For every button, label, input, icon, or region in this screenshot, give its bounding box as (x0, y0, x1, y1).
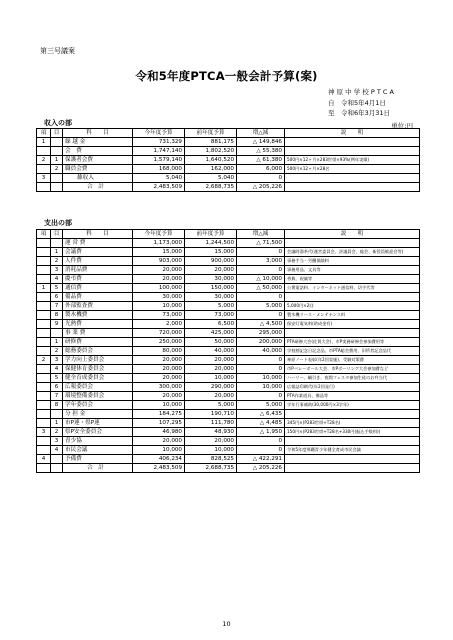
current-budget-cell: 2,483,509 (133, 464, 185, 473)
table-row (37, 464, 420, 473)
diff-cell: △ 4,485 (237, 419, 285, 428)
description-cell: 事務用品、文具等 (285, 266, 420, 275)
table-row (37, 174, 420, 183)
diff-cell: △ 61,380 (237, 156, 285, 165)
kou-cell (37, 392, 51, 401)
kamoku-cell: 合 計 (63, 464, 133, 473)
kou-cell: 1 (37, 138, 51, 147)
diff-cell: △ 4,500 (237, 320, 285, 329)
table-row (37, 455, 420, 464)
kou-cell (37, 401, 51, 410)
moku-cell: 2 (51, 428, 63, 437)
moku-cell: 1 (51, 248, 63, 257)
moku-cell: 9 (51, 320, 63, 329)
kou-cell (37, 437, 51, 446)
period-end: 至 令和6年3月31日 (328, 109, 391, 117)
diff-cell: △ 55,380 (237, 147, 285, 156)
diff-cell: 200,000 (237, 338, 285, 347)
previous-budget-cell: 1,640,520 (185, 156, 237, 165)
current-budget-cell: 20,000 (133, 275, 185, 284)
diff-cell: 0 (237, 174, 285, 183)
moku-cell: 2 (51, 257, 63, 266)
table-row (37, 266, 420, 275)
kamoku-cell: 環境整備委員会 (63, 392, 133, 401)
header-diff: 増△減 (237, 230, 285, 239)
current-budget-cell: 10,000 (133, 302, 185, 311)
current-budget-cell: 80,000 (133, 347, 185, 356)
current-budget-cell: 46,980 (133, 428, 185, 437)
table-row (37, 401, 420, 410)
page-number: 10 (222, 620, 231, 628)
kamoku-cell: 市P連・県P連 (63, 419, 133, 428)
diff-cell: 0 (237, 365, 285, 374)
diff-cell: △ 50,000 (237, 284, 285, 293)
moku-cell (51, 464, 63, 473)
kamoku-cell: 市民会議 (63, 446, 133, 455)
table-row (37, 183, 420, 192)
moku-cell: 4 (51, 365, 63, 374)
table-row (37, 320, 420, 329)
description-cell: 保安灯電気料(助成金有) (285, 320, 420, 329)
header-current-budget: 今年度予算 (133, 230, 185, 239)
current-budget-cell: 903,000 (133, 257, 185, 266)
description-cell: ハーリー、綱引き、夜間フェスタ参加生徒のお弁当代 (285, 374, 420, 383)
kamoku-cell: 事 業 費 (63, 329, 133, 338)
kou-cell (37, 374, 51, 383)
current-budget-cell: 20,000 (133, 392, 185, 401)
diff-cell: 6,000 (237, 165, 285, 174)
kou-cell (37, 383, 51, 392)
current-budget-cell: 5,040 (133, 174, 185, 183)
diff-cell: 40,000 (237, 347, 285, 356)
moku-cell: 1 (51, 419, 63, 428)
kamoku-cell: 職員会費 (63, 165, 133, 174)
moku-cell (51, 455, 63, 464)
description-cell: 公衆電話料、インターネット通信料、切手代等 (285, 284, 420, 293)
kou-cell (37, 464, 51, 473)
current-budget-cell: 250,000 (133, 338, 185, 347)
previous-budget-cell: 73,000 (185, 311, 237, 320)
previous-budget-cell: 50,000 (185, 338, 237, 347)
moku-cell: 8 (51, 311, 63, 320)
table-row (37, 329, 420, 338)
diff-cell: △ 1,950 (237, 428, 285, 437)
diff-cell: 5,000 (237, 302, 285, 311)
moku-cell: 2 (51, 347, 63, 356)
description-cell: 学年行事補助(30,000円×3学年) (285, 401, 420, 410)
moku-cell: 1 (51, 156, 63, 165)
kamoku-cell: 保健体育委員会 (63, 365, 133, 374)
kamoku-cell: 備品費 (63, 293, 133, 302)
previous-budget-cell: 20,000 (185, 365, 237, 374)
description-cell: 製氷機リース・メンテナンス料 (285, 311, 420, 320)
table-row (37, 419, 420, 428)
current-budget-cell: 1,173,000 (133, 239, 185, 248)
current-budget-cell: 2,000 (133, 320, 185, 329)
moku-cell: 7 (51, 302, 63, 311)
diff-cell: 0 (237, 356, 285, 365)
previous-budget-cell: 20,000 (185, 392, 237, 401)
kamoku-cell: 総務委員会 (63, 347, 133, 356)
income-heading: 収入の部 (44, 119, 72, 127)
header-kamoku: 科 目 (63, 230, 133, 239)
kou-cell (37, 275, 51, 284)
description-cell: 5,000円×2回 (285, 302, 420, 311)
kou-cell (37, 239, 51, 248)
kamoku-cell: 合 計 (63, 183, 133, 192)
kamoku-cell: 健全育成委員会 (63, 374, 133, 383)
kou-cell (37, 302, 51, 311)
description-cell: PTA研修大会(佐賀大会)、市P実務研修会参加費用等 (285, 338, 420, 347)
description-cell (285, 174, 420, 183)
description-cell: 345円×(P283世帯+T28名) (285, 419, 420, 428)
current-budget-cell: 184,275 (133, 410, 185, 419)
current-budget-cell: 300,000 (133, 383, 185, 392)
period-start: 自 令和5年4月1日 (328, 98, 386, 107)
current-budget-cell: 720,000 (133, 329, 185, 338)
kou-cell (37, 338, 51, 347)
previous-budget-cell: 40,000 (185, 347, 237, 356)
kamoku-cell: 消耗品費 (63, 266, 133, 275)
previous-budget-cell: 828,525 (185, 455, 237, 464)
kou-cell (37, 365, 51, 374)
header-previous-budget: 前年度予算 (185, 129, 237, 138)
moku-cell: 4 (51, 275, 63, 284)
previous-budget-cell: 150,000 (185, 284, 237, 293)
current-budget-cell: 100,000 (133, 284, 185, 293)
table-row (37, 239, 420, 248)
diff-cell: △ 205,226 (237, 464, 285, 473)
diff-cell: △ 205,226 (237, 183, 285, 192)
diff-cell: △ 71,500 (237, 239, 285, 248)
current-budget-cell: 20,000 (133, 266, 185, 275)
current-budget-cell: 15,000 (133, 248, 185, 257)
header-moku: 目 (51, 230, 63, 239)
moku-cell (51, 138, 63, 147)
table-row (37, 311, 420, 320)
header-description: 説 明 (285, 129, 420, 138)
previous-budget-cell: 30,000 (185, 293, 237, 302)
table-row (37, 347, 420, 356)
description-cell: 令和5年度那覇青少年健全育成市民会議 (285, 446, 420, 455)
diff-cell: 0 (237, 446, 285, 455)
previous-budget-cell: 15,000 (185, 248, 237, 257)
table-row (37, 165, 420, 174)
current-budget-cell: 406,234 (133, 455, 185, 464)
kou-cell (37, 410, 51, 419)
diff-cell: 3,000 (237, 257, 285, 266)
kou-cell: 3 (37, 174, 51, 183)
kou-cell (37, 165, 51, 174)
school-name: 神 原 中 学 校 P T C A (328, 88, 394, 96)
table-row (37, 383, 420, 392)
description-cell: 神原ノート表彰(年2回実施)、受験対策費 (285, 356, 420, 365)
moku-cell: 4 (51, 446, 63, 455)
description-cell (285, 329, 420, 338)
previous-budget-cell: 5,000 (185, 401, 237, 410)
moku-cell (51, 329, 63, 338)
previous-budget-cell: 190,710 (185, 410, 237, 419)
description-cell: PTA作業道具、備品等 (285, 392, 420, 401)
moku-cell (51, 410, 63, 419)
kamoku-cell: 繰 越 金 (63, 138, 133, 147)
header-diff: 増△減 (237, 129, 285, 138)
diff-cell: 10,000 (237, 374, 285, 383)
kamoku-cell: 分 担 金 (63, 410, 133, 419)
moku-cell (51, 183, 63, 192)
current-budget-cell: 20,000 (133, 437, 185, 446)
previous-budget-cell: 1,802,520 (185, 147, 237, 156)
table-row (37, 284, 420, 293)
previous-budget-cell: 1,244,500 (185, 239, 237, 248)
table-row (37, 156, 420, 165)
kou-cell: 1 (37, 284, 51, 293)
table-row (37, 365, 420, 374)
moku-cell: 6 (51, 293, 63, 302)
moku-cell: 3 (51, 356, 63, 365)
kamoku-cell: 人件費 (63, 257, 133, 266)
kamoku-cell: 通信費 (63, 284, 133, 293)
kou-cell (37, 311, 51, 320)
header-description: 説 明 (285, 230, 420, 239)
diff-cell: 0 (237, 293, 285, 302)
diff-cell: 0 (237, 392, 285, 401)
moku-cell: 1 (51, 338, 63, 347)
current-budget-cell: 20,000 (133, 356, 185, 365)
header-current-budget: 今年度予算 (133, 129, 185, 138)
kamoku-cell: 慶弔費 (63, 275, 133, 284)
kou-cell: 2 (37, 356, 51, 365)
unit-label: 単位:円 (391, 122, 413, 130)
table-row (37, 374, 420, 383)
current-budget-cell: 731,329 (133, 138, 185, 147)
kou-cell (37, 329, 51, 338)
previous-budget-cell: 10,000 (185, 446, 237, 455)
description-cell (285, 464, 420, 473)
previous-budget-cell: 425,000 (185, 329, 237, 338)
kou-cell (37, 320, 51, 329)
kou-cell (37, 248, 51, 257)
previous-budget-cell: 5,000 (185, 302, 237, 311)
moku-cell: 6 (51, 383, 63, 392)
current-budget-cell: 30,000 (133, 293, 185, 302)
current-budget-cell: 20,000 (133, 365, 185, 374)
diff-cell: 0 (237, 248, 285, 257)
kou-cell: 4 (37, 455, 51, 464)
kamoku-cell: 県P安全委員会 (63, 428, 133, 437)
moku-cell: 3 (51, 266, 63, 275)
expense-table (36, 229, 420, 473)
previous-budget-cell: 5,040 (185, 174, 237, 183)
description-cell (285, 437, 420, 446)
diff-cell: 0 (237, 437, 285, 446)
expense-header-row (37, 230, 420, 239)
table-row (37, 428, 420, 437)
previous-budget-cell: 162,000 (185, 165, 237, 174)
description-cell: 市Pバレーボール大会、市Pボーリング大会参加費など (285, 365, 420, 374)
table-row (37, 257, 420, 266)
kamoku-cell: 青少協 (63, 437, 133, 446)
table-row (37, 446, 420, 455)
description-cell (285, 410, 420, 419)
diff-cell: △ 422,291 (237, 455, 285, 464)
previous-budget-cell: 10,000 (185, 374, 237, 383)
table-row (37, 138, 420, 147)
table-row (37, 302, 420, 311)
description-cell (285, 147, 420, 156)
kou-cell: 2 (37, 156, 51, 165)
kou-cell (37, 347, 51, 356)
moku-cell: 7 (51, 392, 63, 401)
table-row (37, 392, 420, 401)
diff-cell: △ 6,435 (237, 410, 285, 419)
current-budget-cell: 73,000 (133, 311, 185, 320)
kou-cell (37, 147, 51, 156)
previous-budget-cell: 900,000 (185, 257, 237, 266)
school-info (328, 87, 394, 119)
previous-budget-cell: 20,000 (185, 266, 237, 275)
description-cell: 500円×12ヶ月×28名 (285, 165, 420, 174)
table-row (37, 410, 420, 419)
kou-cell (37, 266, 51, 275)
kamoku-cell: 予備費 (63, 455, 133, 464)
document-label: 第三号議案 (40, 47, 75, 55)
header-kou: 項 (37, 230, 51, 239)
kou-cell (37, 257, 51, 266)
kamoku-cell: 保護者会費 (63, 156, 133, 165)
current-budget-cell: 1,747,140 (133, 147, 185, 156)
kou-cell (37, 293, 51, 302)
current-budget-cell: 168,000 (133, 165, 185, 174)
kamoku-cell: 会 費 (63, 147, 133, 156)
kou-cell (37, 419, 51, 428)
previous-budget-cell: 290,000 (185, 383, 237, 392)
table-row (37, 248, 420, 257)
description-cell (285, 455, 420, 464)
description-cell: 事務手当・労働保険料 (285, 257, 420, 266)
diff-cell: 295,000 (237, 329, 285, 338)
current-budget-cell: 1,579,140 (133, 156, 185, 165)
header-moku: 目 (51, 129, 63, 138)
table-row (37, 293, 420, 302)
table-row (37, 356, 420, 365)
current-budget-cell: 20,000 (133, 374, 185, 383)
table-row (37, 338, 420, 347)
description-cell (285, 293, 420, 302)
moku-cell: 2 (51, 165, 63, 174)
header-previous-budget: 前年度予算 (185, 230, 237, 239)
kamoku-cell: 会議費 (63, 248, 133, 257)
kamoku-cell: 運 営 費 (63, 239, 133, 248)
description-cell: 広報誌印刷代(年2回発行) (285, 383, 420, 392)
income-table (36, 128, 420, 192)
previous-budget-cell: 2,688,735 (185, 183, 237, 192)
previous-budget-cell: 2,688,735 (185, 464, 237, 473)
kou-cell (37, 446, 51, 455)
kamoku-cell: 学年委員会 (63, 401, 133, 410)
diff-cell: 0 (237, 311, 285, 320)
kou-cell: 3 (37, 428, 51, 437)
kamoku-cell: 広報委員会 (63, 383, 133, 392)
income-header-row (37, 129, 420, 138)
current-budget-cell: 10,000 (133, 401, 185, 410)
previous-budget-cell: 20,000 (185, 437, 237, 446)
description-cell (285, 138, 420, 147)
moku-cell: 8 (51, 401, 63, 410)
previous-budget-cell: 111,780 (185, 419, 237, 428)
expense-heading: 支出の部 (44, 219, 72, 227)
previous-budget-cell: 30,000 (185, 275, 237, 284)
description-cell (285, 183, 420, 192)
diff-cell: 10,000 (237, 383, 285, 392)
previous-budget-cell: 20,000 (185, 356, 237, 365)
previous-budget-cell: 6,500 (185, 320, 237, 329)
moku-cell (51, 239, 63, 248)
header-kou: 項 (37, 129, 51, 138)
moku-cell: 5 (51, 374, 63, 383)
description-cell: 香典、祝儀等 (285, 275, 420, 284)
table-row (37, 437, 420, 446)
moku-cell: 5 (51, 284, 63, 293)
kamoku-cell: 学力向上委員会 (63, 356, 133, 365)
moku-cell: 3 (51, 437, 63, 446)
header-kamoku: 科 目 (63, 129, 133, 138)
current-budget-cell: 10,000 (133, 446, 185, 455)
previous-budget-cell: 48,930 (185, 428, 237, 437)
kou-cell (37, 183, 51, 192)
diff-cell: 5,000 (237, 401, 285, 410)
current-budget-cell: 2,483,509 (133, 183, 185, 192)
description-cell: 会議時湯茶代(運営委員会、評議員会、総会、新役員歓迎会等) (285, 248, 420, 257)
diff-cell: △ 149,846 (237, 138, 285, 147)
kamoku-cell: 光熱費 (63, 320, 133, 329)
kamoku-cell: 製氷機費 (63, 311, 133, 320)
kamoku-cell: 外部監査費 (63, 302, 133, 311)
kamoku-cell: 雑収入 (63, 174, 133, 183)
description-cell: 学校割記念日記念品、市PTA総会費用、旧所者記念品代 (285, 347, 420, 356)
moku-cell (51, 174, 63, 183)
diff-cell: △ 10,000 (237, 275, 285, 284)
table-row (37, 147, 420, 156)
description-cell: 150円×(P283世帯+T28名+330円(振込手数料)) (285, 428, 420, 437)
diff-cell: 0 (237, 266, 285, 275)
current-budget-cell: 107,295 (133, 419, 185, 428)
kamoku-cell: 研修費 (63, 338, 133, 347)
table-row (37, 275, 420, 284)
description-cell: 500円×12ヶ月×283世帯×93%(例年実績) (285, 156, 420, 165)
moku-cell (51, 147, 63, 156)
description-cell (285, 239, 420, 248)
previous-budget-cell: 881,175 (185, 138, 237, 147)
page-title: 令和5年度PTCA一般会計予算(案) (135, 69, 318, 83)
